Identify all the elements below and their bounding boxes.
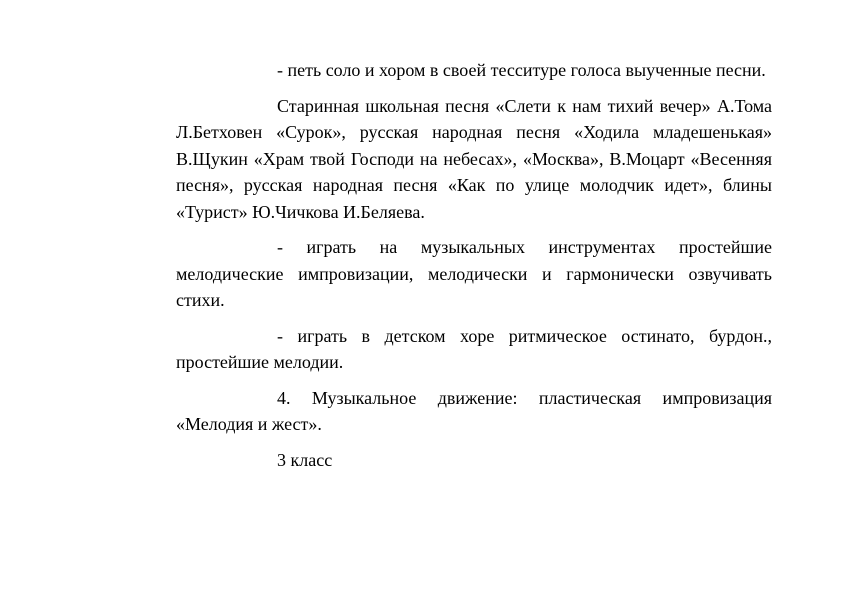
paragraph-children-orchestra: - играть в детском хоре ритмическое остинато, бурдон., простейшие мелодии. xyxy=(176,325,772,372)
section-heading-grade-3: 3 класс xyxy=(277,449,333,470)
paragraph-instruments: - играть на музыкальных инструментах простейшие мелодические импровизации, мелодически и гармонически озвучивать стихи. xyxy=(176,237,772,310)
paragraph-song-list: Старинная школьная песня «Слети к нам тихий вечер» А.Тома Л.Бетховен «Сурок», русская народная песня «Ходила младешенькая» В.Щукин «Храм твой Господи на небесах», «Москва», В.Моцарт «Весенняя песня», русская народная песня «Как по улице молодчик идет», блины «Турист» Ю.Чичкова И.Беляева. xyxy=(176,95,772,222)
paragraph-singing: - петь соло и хором в своей тесситуре голоса выученные песни. xyxy=(277,60,766,80)
document-page xyxy=(176,57,772,482)
paragraph-music-movement: 4. Музыкальное движение: пластическая импровизация «Мелодия и жест». xyxy=(176,387,772,434)
